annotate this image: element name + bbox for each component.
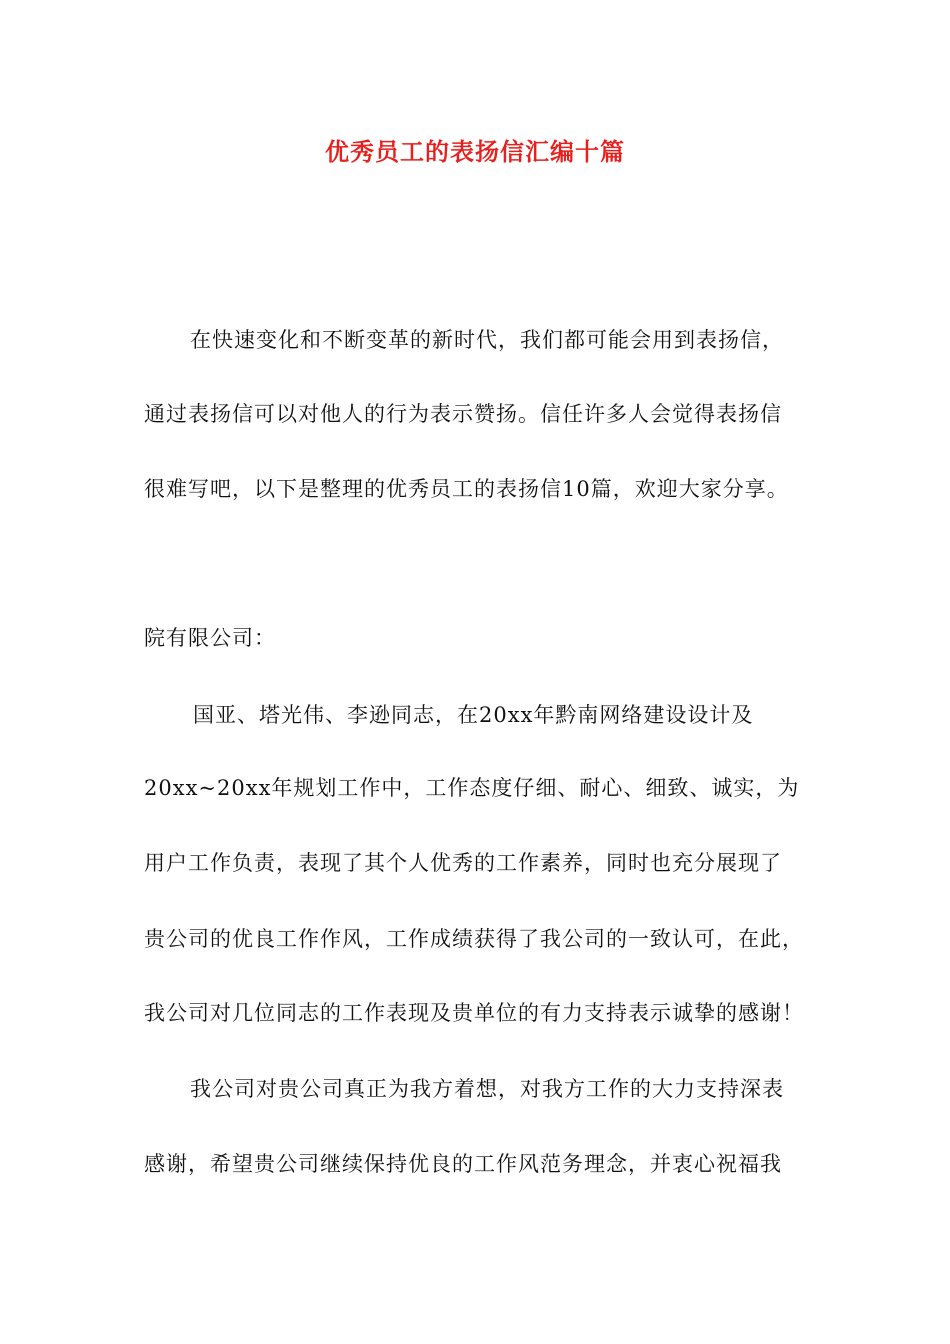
- letter-line-5: 我公司对几位同志的工作表现及贵单位的有力支持表示诚挚的感谢！: [144, 1001, 804, 1025]
- letter-salutation: 院有限公司：: [144, 626, 276, 650]
- letter-line-7: 感谢，希望贵公司继续保持优良的工作风范务理念，并衷心祝福我: [144, 1152, 782, 1176]
- letter-line-4: 贵公司的优良工作作风，工作成绩获得了我公司的一致认可，在此，: [144, 927, 804, 951]
- letter-line-1: 国亚、塔光伟、李逊同志，在20xx年黔南网络建设设计及: [193, 703, 754, 727]
- intro-line-2: 通过表扬信可以对他人的行为表示赞扬。信任许多人会觉得表扬信: [144, 402, 782, 426]
- intro-line-1: 在快速变化和不断变革的新时代，我们都可能会用到表扬信，: [190, 328, 784, 352]
- document-title: 优秀员工的表扬信汇编十篇: [325, 137, 625, 166]
- letter-line-3: 用户工作负责，表现了其个人优秀的工作素养，同时也充分展现了: [144, 851, 782, 875]
- letter-line-2: 20xx~20xx年规划工作中，工作态度仔细、耐心、细致、诚实，为: [144, 776, 800, 800]
- intro-line-3: 很难写吧，以下是整理的优秀员工的表扬信10篇，欢迎大家分享。: [144, 477, 789, 501]
- letter-line-6: 我公司对贵公司真正为我方着想，对我方工作的大力支持深表: [190, 1077, 784, 1101]
